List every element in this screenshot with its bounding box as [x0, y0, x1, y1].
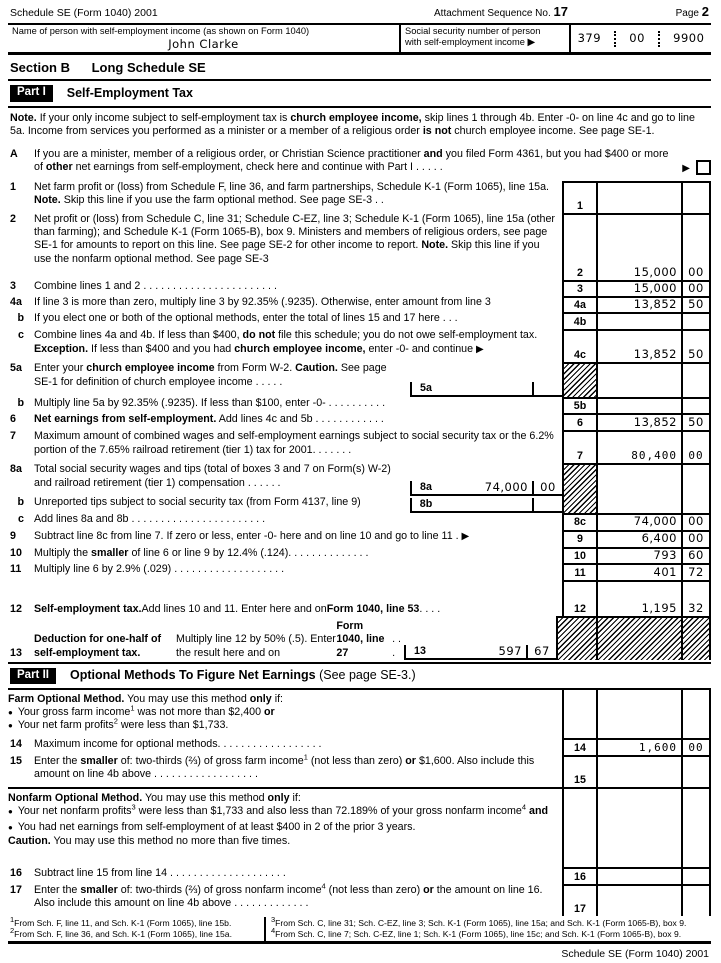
line-13-hatch-1: [556, 616, 596, 660]
line-2-cents-field[interactable]: 00: [681, 213, 711, 280]
line-6-cents-field[interactable]: 50: [681, 413, 711, 430]
line-9-arrow-icon: ▶: [461, 530, 470, 542]
farm-spacer-numcell: [562, 690, 596, 738]
nonfarm-spacer-numcell: [562, 789, 596, 867]
line-3-row: [8, 280, 711, 296]
line-9-number: 9: [10, 529, 16, 542]
line-3-amount-field[interactable]: 15,000: [596, 280, 681, 296]
bullet-icon: ●: [8, 823, 13, 833]
nonfarm-spacer-amount: [596, 789, 681, 867]
line-11-amount-field[interactable]: 401: [596, 563, 681, 580]
line-8c-text: Add lines 8a and 8b . . . . . . . . . . . . . . . . . . . . . . .: [34, 513, 266, 526]
line-8c-amount-field[interactable]: 74,000: [596, 513, 681, 529]
line-16-row: [8, 867, 711, 884]
line-8a-number: 8a: [10, 463, 22, 476]
line-16-cents-field[interactable]: [681, 867, 711, 884]
page-number: [649, 5, 709, 20]
line-6-text: Net earnings from self-employment. Add lines 4c and 5b . . . . . . . . . . . .: [34, 413, 384, 426]
line-3-number: 3: [10, 280, 16, 293]
line-15-number: 15: [10, 755, 22, 768]
ssn-field[interactable]: [571, 25, 711, 52]
nonfarm-spacer-cents: [681, 789, 711, 867]
line-8b-amount-field[interactable]: [440, 498, 532, 513]
line-8ab-hatched-cell: [562, 463, 596, 513]
line-5a-box-label: 5a: [410, 382, 440, 397]
line-4b-text: If you elect one or both of the optional methods, enter the total of lines 15 and 17 here . . .: [34, 312, 458, 325]
line-13-hatch-3: [681, 616, 711, 660]
line-8a-subrow: [8, 463, 562, 496]
line-14-row: [8, 738, 711, 755]
line-4a-amount-field[interactable]: 13,852: [596, 296, 681, 312]
attachment-number: 17: [553, 4, 568, 19]
line-2-text: Net profit or (loss) from Schedule C, line 31; Schedule C-EZ, line 3; Schedule K-1 (Form 1065), line 15a (other than farming); and Schedule K-1 (Form 1065-B), box 9. Ministers and members of religious orders, see page SE-1 for amounts to report on this line. See page SE-2 for other income to report. Note. Skip this line if you use the nonfarm optional method. See page SE-3: [34, 213, 555, 265]
nonfarm-bullet-2-text: You had net earnings from self-employment of at least $400 in 2 of the prior 3 years.: [17, 821, 416, 834]
line-17-number: 17: [10, 884, 22, 897]
farm-bullet-1-text: Your gross farm income$^1$ was not more than $2,400 or: [17, 703, 275, 719]
line-9-text: [34, 530, 562, 547]
line-4c-number: c: [18, 329, 24, 342]
section-b-title: Long Schedule SE: [91, 60, 206, 76]
line-14-text: Maximum income for optional methods. . . . . . . . . . . . . . . . . .: [34, 738, 322, 751]
line-11-text: Multiply line 6 by 2.9% (.029) . . . . . . . . . . . . . . . . . . .: [34, 562, 285, 575]
part2-badge: Part II: [10, 668, 56, 684]
nonfarm-bullet-1: [8, 802, 559, 818]
line-11-cell-label: 11: [562, 563, 596, 580]
line-a-row: [8, 143, 711, 181]
nonfarm-caution: Caution. You may use this method no more than five times.: [8, 834, 291, 847]
line-a-arrow-icon: ▶: [682, 162, 690, 174]
line-8c-row: [8, 513, 711, 529]
line-1-number: 1: [10, 181, 16, 194]
nonfarm-method-block: [8, 787, 711, 867]
section-b-label: Section B: [10, 60, 70, 76]
line-2-amount-field[interactable]: 15,000: [596, 213, 681, 280]
line-4b-amount-field[interactable]: [596, 312, 681, 329]
footnote-1: $^1$From Sch. F, line 11, and Sch. K-1 (Form 1065), line 15b.: [10, 915, 232, 929]
line-2-cell-label: 2: [562, 213, 596, 280]
line-12-amount-field[interactable]: 1,195: [596, 580, 681, 616]
line-10-text: Multiply the smaller of line 6 or line 9 by 12.4% (.124). . . . . . . . . . . . . .: [34, 546, 369, 559]
footnote-4: $^4$From Sch. C, line 7; Sch. C-EZ, line 1; Sch. K-1 (Form 1065), line 15c; and Sch. K-1 (Form 1065-B), box 9.: [271, 925, 682, 939]
line-8b-text: Unreported tips subject to social security tax (from Form 4137, line 9): [34, 496, 361, 509]
section-b-heading: [8, 55, 711, 79]
line-14-amount-preprinted: 1,600: [596, 738, 681, 755]
line-5a-inline-box: [410, 382, 562, 397]
line-14-cents-preprinted: 00: [681, 738, 711, 755]
line-8a-cents-field[interactable]: 00: [532, 481, 562, 496]
name-cell: [8, 25, 399, 52]
line-4c-row: [8, 329, 711, 362]
line-4c-text: [34, 329, 562, 362]
line-8ab-shaded-amount: [596, 463, 681, 513]
page-label: Page: [675, 8, 702, 19]
line-17-amount-field[interactable]: [596, 884, 681, 916]
line-16-text: Subtract line 15 from line 14 . . . . . . . . . . . . . . . . . . . .: [34, 867, 286, 880]
line-a-checkbox[interactable]: [696, 160, 711, 175]
line-17-cell-label: 17: [562, 884, 596, 916]
line-6-row: [8, 413, 711, 430]
line-15-text: Enter the smaller of: two-thirds (⅔) of gross farm income$^1$ (not less than zero) or $1,600. Also include this amount on line 4b above . . . . . . . . . . . . . . . . . .: [34, 752, 535, 781]
line-15-cents-field[interactable]: [681, 755, 711, 787]
part2-title: [70, 669, 416, 682]
line-1-cents-field[interactable]: [681, 181, 711, 213]
line-7-number: 7: [10, 430, 16, 443]
line-5a-shaded-cents: [681, 362, 711, 397]
line-11-cents-field[interactable]: 72: [681, 563, 711, 580]
line-9-richtext: Subtract line 8c from line 7. If zero or less, enter -0- here and on line 10 and go to line 11 .: [34, 529, 462, 542]
footnotes: [8, 917, 711, 944]
line-1-text: Net farm profit or (loss) from Schedule F, line 36, and farm partnerships, Schedule K-1 (Form 1065), line 15a. Note. Skip this line if you use the farm optional method. See page SE-3 . .: [34, 181, 550, 207]
line-8ab-row: [8, 463, 711, 513]
line-15-amount-field[interactable]: [596, 755, 681, 787]
line-9-cents-field[interactable]: 00: [681, 530, 711, 547]
line-8a-amount-field[interactable]: 74,000: [440, 481, 532, 496]
line-14-cell-label: 14: [562, 738, 596, 755]
line-5b-cell-label: 5b: [562, 397, 596, 413]
line-a-text: If you are a minister, member of a religious order, or Christian Science practitioner and you filed Form 4361, but you had $400 or more of other net earnings from self-employment, check here and continue with Part I . . . . .: [34, 148, 669, 174]
line-8a-box-label: 8a: [410, 481, 440, 496]
line-4a-number: 4a: [10, 296, 22, 309]
line-15-row: [8, 752, 711, 787]
nonfarm-bullet-1-text: Your net nonfarm profits$^3$ were less than $1,733 and also less than 72.189% of your gross nonfarm income$^4$ and: [17, 802, 549, 818]
nonfarm-method-text: [8, 789, 562, 867]
line-7-amount-preprinted: 80,400: [596, 430, 681, 463]
line-4c-richtext: Combine lines 4a and 4b. If less than $400, do not file this schedule; you do not owe self-employment tax. Exception. If less than $400 and you had church employee income, enter -0- and continue: [34, 329, 538, 355]
line-10-cell-label: 10: [562, 547, 596, 563]
line-8a-text: Total social security wages and tips (total of boxes 3 and 7 on Form(s) W-2) and railroad retirement (tier 1) compensation . . . . . .: [34, 463, 391, 489]
line-11-number: 11: [10, 562, 22, 575]
line-5b-cents-field[interactable]: [681, 397, 711, 413]
name-ssn-row: [8, 25, 711, 55]
part2-heading: [8, 664, 711, 688]
line-3-cell-label: 3: [562, 280, 596, 296]
page-footer: Schedule SE (Form 1040) 2001: [561, 948, 709, 961]
ssn-label-line2: with self-employment income: [405, 36, 528, 47]
line-17-text: Enter the smaller of: two-thirds (⅔) of gross nonfarm income$^4$ (not less than zero) or the amount on line 16. Also include this amount on line 4b above . . . . . . . . . . . . .: [34, 881, 543, 910]
ssn-part-2[interactable]: 00: [629, 31, 645, 46]
farm-spacer-cents: [681, 690, 711, 738]
line-6-amount-field[interactable]: 13,852: [596, 413, 681, 430]
line-12-text: Self-employment tax. Add lines 10 and 11. Enter here and on Form 1040, line 53 . . . .: [34, 602, 441, 615]
line-4b-cell-label: 4b: [562, 312, 596, 329]
line-11-row: [8, 563, 711, 580]
ssn-part-1[interactable]: 379: [577, 31, 602, 46]
line-7-text: Maximum amount of combined wages and self-employment earnings subject to social security tax or the 6.2% portion of the 7.65% railroad retirement (tier 1) tax for 2001. . . . . . .: [34, 430, 554, 456]
footnote-2: $^2$From Sch. F, line 36, and Sch. K-1 (Form 1065), line 15a.: [10, 925, 232, 939]
line-a-number: A: [10, 148, 18, 161]
line-16-amount-field[interactable]: [596, 867, 681, 884]
name-label: Name of person with self-employment income (as shown on Form 1040): [12, 26, 310, 37]
ssn-separator: [614, 31, 616, 47]
line-13-cents-field[interactable]: 67: [526, 645, 556, 660]
line-10-row: [8, 547, 711, 563]
page-header: [8, 3, 711, 23]
name-field[interactable]: John Clarke: [168, 36, 239, 51]
line-5b-text: Multiply line 5a by 92.35% (.9235). If less than $100, enter -0- . . . . . . . . . .: [34, 397, 386, 410]
line-4b-cents-field[interactable]: [681, 312, 711, 329]
bullet-icon: ●: [8, 708, 13, 718]
line-3-text: Combine lines 1 and 2 . . . . . . . . . . . . . . . . . . . . . . .: [34, 280, 277, 293]
line-9-amount-field[interactable]: 6,400: [596, 530, 681, 547]
part1-note: Note. If your only income subject to self-employment tax is church employee income, skip lines 1 through 4b. Enter -0- on line 4c and go to line 5a. Income from services you performed as a minister or a member of a religious order is not church employee income. See page SE-1.: [10, 111, 695, 137]
line-12-row: [8, 580, 711, 616]
line-10-amount-field[interactable]: 793: [596, 547, 681, 563]
line-9-row: [8, 530, 711, 547]
attachment-label: Attachment Sequence No.: [434, 8, 554, 19]
line-5a-hatched-cell: [562, 362, 596, 397]
line-8ab-left: [8, 463, 562, 513]
line-5b-number: b: [17, 397, 24, 410]
line-12-cents-field[interactable]: 32: [681, 580, 711, 616]
line-4b-row: [8, 312, 711, 329]
line-4a-cell-label: 4a: [562, 296, 596, 312]
line-2-number: 2: [10, 213, 16, 226]
line-10-number: 10: [10, 546, 22, 559]
line-4c-arrow-icon: ▶: [476, 343, 484, 355]
line-13-box-label: 13: [404, 645, 434, 660]
line-5b-amount-field[interactable]: [596, 397, 681, 413]
attachment-sequence: [434, 5, 649, 20]
ssn-separator: [658, 31, 660, 47]
line-4c-amount-field[interactable]: 13,852: [596, 329, 681, 362]
farm-method-text: [8, 690, 562, 738]
footnote-3: $^3$From Sch. C, line 31; Sch. C-EZ, line 3; Sch. K-1 (Form 1065), line 15a; and Sch. K-1 (Form 1065-B), box 9.: [271, 915, 687, 929]
line-5a-amount-field[interactable]: [440, 382, 532, 397]
line-4a-text: If line 3 is more than zero, multiply line 3 by 92.35% (.9235). Otherwise, enter amount from line 3: [34, 296, 491, 309]
line-5a-number: 5a: [10, 362, 22, 375]
line-4a-cents-field[interactable]: 50: [681, 296, 711, 312]
footnotes-right-column: [266, 917, 711, 941]
line-5a-shaded-amount: [596, 362, 681, 397]
form-id: Schedule SE (Form 1040) 2001: [10, 7, 158, 19]
line-13-hatch-2: [596, 616, 681, 660]
line-13-row: [8, 616, 711, 660]
line-12-cell-label: 12: [562, 580, 596, 616]
line-1-cell-label: 1: [562, 181, 596, 213]
ssn-part-3[interactable]: 9900: [673, 31, 705, 46]
line-17-cents-field[interactable]: [681, 884, 711, 916]
line-8c-number: c: [18, 513, 24, 526]
line-7-row: [8, 430, 711, 463]
line-5a-text: Enter your church employee income from Form W-2. Caution. See page SE-1 for definition of church employee income . . . . .: [34, 362, 387, 388]
farm-method-block: [8, 690, 711, 738]
line-8b-number: b: [17, 496, 24, 509]
farm-bullet-2: [8, 716, 559, 732]
footnotes-left-column: [8, 917, 266, 941]
line-6-number: 6: [10, 413, 16, 426]
ssn-arrow-icon: ▶: [527, 36, 536, 48]
ssn-label-line1: Social security number of person: [405, 26, 541, 37]
line-13-number: 13: [10, 646, 22, 659]
line-6-cell-label: 6: [562, 413, 596, 430]
line-1-amount-field[interactable]: [596, 181, 681, 213]
line-14-number: 14: [10, 738, 22, 751]
line-8b-box-label: 8b: [410, 498, 440, 513]
line-2-row: [8, 213, 711, 280]
bullet-icon: ●: [8, 807, 13, 817]
farm-bullet-1: [8, 703, 559, 719]
farm-method-heading: Farm Optional Method. You may use this method only if:: [8, 693, 284, 706]
ssn-label: [399, 25, 571, 52]
line-16-cell-label: 16: [562, 867, 596, 884]
line-5b-row: [8, 397, 711, 413]
part1-title: Self-Employment Tax: [66, 85, 193, 100]
part2-subtitle: (See page SE-3.): [319, 668, 416, 683]
bullet-icon: ●: [8, 721, 13, 731]
line-13-inline-box: [404, 645, 556, 660]
line-17-row: [8, 881, 711, 916]
line-8c-cell-label: 8c: [562, 513, 596, 529]
part2-title-text: Optional Methods To Figure Net Earnings: [69, 668, 320, 683]
line-4a-row: [8, 296, 711, 312]
line-12-number: 12: [10, 602, 22, 615]
line-4c-cents-field[interactable]: 50: [681, 329, 711, 362]
line-1-row: [8, 181, 711, 213]
line-8a-inline-box: [410, 481, 562, 496]
line-8ab-shaded-cents: [681, 463, 711, 513]
line-13-amount-field[interactable]: 597: [434, 645, 526, 660]
line-3-cents-field[interactable]: 00: [681, 280, 711, 296]
line-5a-row: [8, 362, 711, 397]
line-4c-cell-label: 4c: [562, 329, 596, 362]
line-10-cents-field[interactable]: 60: [681, 547, 711, 563]
line-7-cents-preprinted: 00: [681, 430, 711, 463]
line-8b-inline-box: [410, 498, 562, 513]
line-15-cell-label: 15: [562, 755, 596, 787]
line-8b-subrow: [8, 496, 562, 513]
line-7-cell-label: 7: [562, 430, 596, 463]
line-13-text: Deduction for one-half of self-employment tax. Multiply line 12 by 50% (.5). Enter the result here and on Form 1040, line 27 . . .: [34, 620, 401, 659]
line-8b-cents-field[interactable]: [532, 498, 562, 513]
nonfarm-bullet-2: [8, 821, 559, 834]
part1-heading: [8, 81, 711, 105]
line-8c-cents-field[interactable]: 00: [681, 513, 711, 529]
nonfarm-method-heading: Nonfarm Optional Method. You may use this method only if:: [8, 792, 301, 805]
line-5a-cents-field[interactable]: [532, 382, 562, 397]
line-9-cell-label: 9: [562, 530, 596, 547]
farm-spacer-amount: [596, 690, 681, 738]
page-no-value: 2: [701, 4, 709, 19]
line-16-number: 16: [10, 867, 22, 880]
farm-bullet-2-text: Your net farm profits$^2$ were less than $1,733.: [17, 716, 229, 732]
part1-badge: Part I: [10, 85, 53, 101]
line-4b-number: b: [17, 312, 24, 325]
